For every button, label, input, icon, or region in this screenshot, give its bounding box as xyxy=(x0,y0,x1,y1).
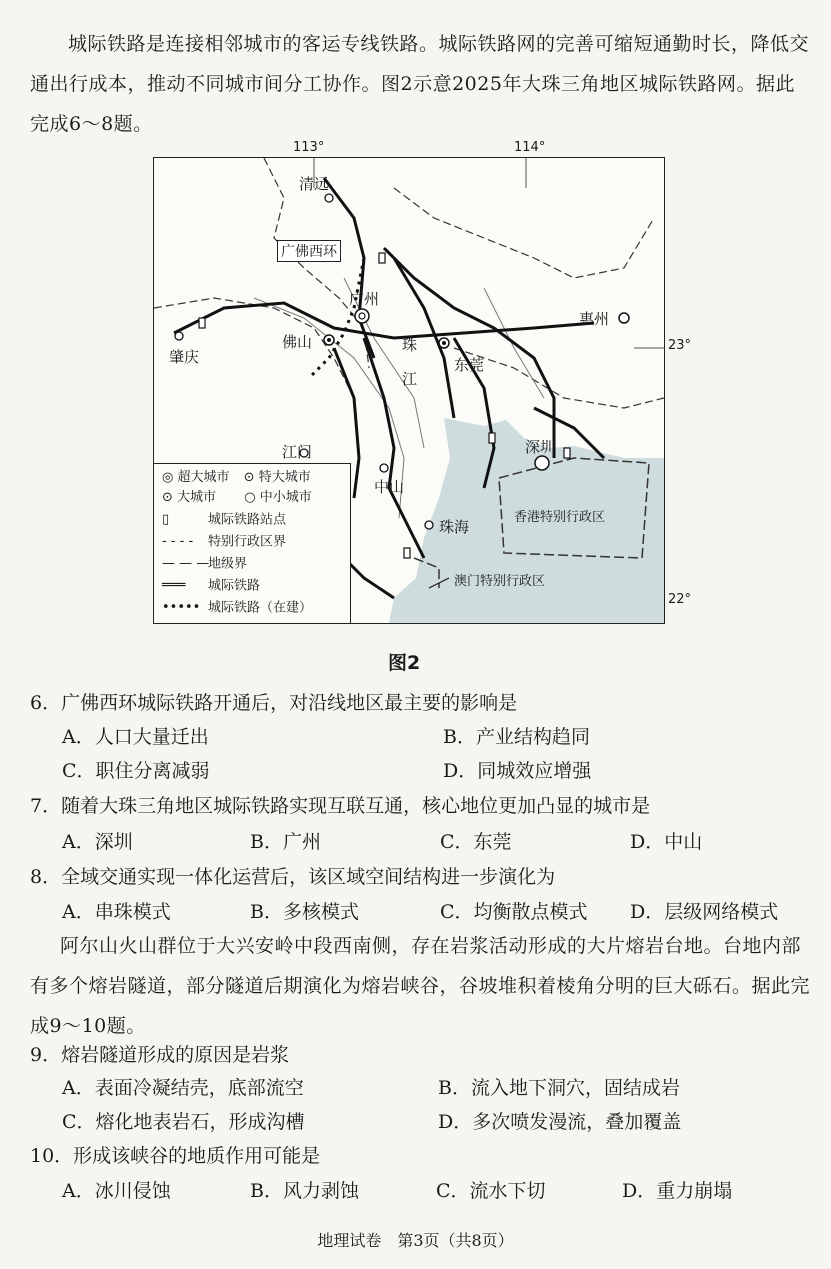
city-label-foshan: 佛山 xyxy=(282,333,313,351)
gfxh-label: 广佛西环 xyxy=(277,240,341,262)
question-7-stem: 7．随着大珠三角地区城际铁路实现互联互通，核心地位更加凸显的城市是 xyxy=(30,795,651,817)
q6-option-c: C．职住分离减弱 xyxy=(62,760,210,782)
q6-option-b: B．产业结构趋同 xyxy=(443,726,590,748)
city-symbol-zhaoqing xyxy=(175,332,183,340)
river-label-jiang: 江 xyxy=(402,370,418,388)
q7-option-d: D．中山 xyxy=(630,831,703,853)
city-label-zhaoqing: 肇庆 xyxy=(169,348,200,366)
railway-building-icon: ••••• xyxy=(162,600,201,615)
hk-label: 香港特别行政区 xyxy=(514,510,606,525)
q9-option-b: B．流入地下洞穴，固结成岩 xyxy=(438,1077,680,1099)
mega-city-icon: ◎ xyxy=(162,470,174,485)
legend-label: 城际铁路 xyxy=(208,578,261,594)
railway-icon: ═══ xyxy=(162,578,186,593)
lon-label-113: 113° xyxy=(293,140,325,155)
legend-label: 大城市 xyxy=(177,490,217,505)
city-symbol-shenzhen xyxy=(535,456,549,470)
q8-option-b: B．多核模式 xyxy=(250,901,359,923)
legend-label: 地级界 xyxy=(208,556,248,572)
q6-option-a: A．人口大量迁出 xyxy=(62,726,209,748)
map-legend xyxy=(154,463,351,624)
station-marker xyxy=(489,433,495,443)
station-marker xyxy=(564,448,570,458)
prefecture-border xyxy=(394,188,654,278)
city-symbol-zhuhai xyxy=(425,521,433,529)
q9-option-d: D．多次喷发漫流，叠加覆盖 xyxy=(438,1111,682,1133)
q8-option-d: D．层级网络模式 xyxy=(630,901,779,923)
legend-row xyxy=(162,488,312,508)
q7-option-c: C．东莞 xyxy=(440,831,512,853)
city-label-jiangmen: 江门 xyxy=(282,443,313,461)
lat-label-22: 22° xyxy=(668,592,692,607)
small-city-icon: ○ xyxy=(244,490,256,505)
city-label-dongguan: 东莞 xyxy=(454,356,485,374)
legend-label: 城际铁路站点 xyxy=(208,512,287,528)
q10-option-c: C．流水下切 xyxy=(436,1180,546,1202)
city-symbol-qingyuan xyxy=(325,194,333,202)
legend-row xyxy=(162,598,312,618)
q9-option-a: A．表面冷凝结壳，底部流空 xyxy=(62,1077,304,1099)
question-6-stem: 6．广佛西环城际铁路开通后，对沿线地区最主要的影响是 xyxy=(30,692,518,714)
intro-paragraph-2: 阿尔山火山群位于大兴安岭中段西南侧，存在岩浆活动形成的大片熔岩台地。台地内部有多个熔岩隧道，部分隧道后期演化为熔岩峡谷，谷坡堆积着棱角分明的巨大砾石。据此完成9～10题。 xyxy=(30,935,811,1037)
city-label-qingyuan: 清远 xyxy=(299,175,330,193)
legend-label: 特大城市 xyxy=(258,470,311,485)
city-label-zhongshan: 中山 xyxy=(374,478,405,496)
extra-large-city-icon: ⊙ xyxy=(243,470,255,485)
sar-border-icon: - - - - xyxy=(162,534,194,549)
city-symbol-huizhou xyxy=(619,313,629,323)
legend-row xyxy=(162,510,286,530)
city-label-shenzhen: 深圳 xyxy=(525,438,556,456)
legend-label: 特别行政区界 xyxy=(208,534,287,550)
macau-label: 澳门特别行政区 xyxy=(454,574,546,589)
q8-option-a: A．串珠模式 xyxy=(62,901,171,923)
q7-option-b: B．广州 xyxy=(250,831,321,853)
question-8-stem: 8．全域交通实现一体化运营后，该区域空间结构进一步演化为 xyxy=(30,866,556,888)
q10-option-a: A．冰川侵蚀 xyxy=(62,1180,171,1202)
q10-option-d: D．重力崩塌 xyxy=(622,1180,733,1202)
q9-option-c: C．熔化地表岩石，形成沟槽 xyxy=(62,1111,305,1133)
city-symbol-zhongshan xyxy=(380,464,388,472)
question-10-stem: 10．形成该峡谷的地质作用可能是 xyxy=(30,1145,321,1167)
legend-row xyxy=(162,576,260,596)
q10-option-b: B．风力剥蚀 xyxy=(250,1180,359,1202)
railway-line xyxy=(174,303,594,338)
legend-row xyxy=(162,532,286,552)
lat-label-23: 23° xyxy=(668,338,692,353)
q6-option-d: D．同城效应增强 xyxy=(443,760,592,782)
city-label-guangzhou: 广州 xyxy=(349,290,380,308)
legend-label: 中小城市 xyxy=(259,490,312,505)
city-label-zhuhai: 珠海 xyxy=(439,518,470,536)
city-symbol-guangzhou-inner xyxy=(359,313,365,319)
q7-option-a: A．深圳 xyxy=(62,831,133,853)
station-marker xyxy=(199,318,205,328)
q8-option-c: C．均衡散点模式 xyxy=(440,901,588,923)
intro-paragraph-1: 城际铁路是连接相邻城市的客运专线铁路。城际铁路网的完善可缩短通勤时长，降低交通出行成本，推动不同城市间分工协作。图2示意2025年大珠三角地区城际铁路网。据此完成6～8题。 xyxy=(30,33,810,135)
legend-label: 超大城市 xyxy=(177,470,230,485)
city-label-huizhou: 惠州 xyxy=(579,310,610,328)
city-symbol-dongguan-dot xyxy=(442,341,446,345)
station-marker xyxy=(379,253,385,263)
station-marker xyxy=(404,548,410,558)
station-icon: ▯ xyxy=(162,512,170,527)
legend-row xyxy=(162,468,311,488)
question-9-stem: 9．熔岩隧道形成的原因是岩浆 xyxy=(30,1044,290,1066)
legend-row xyxy=(162,554,247,574)
lon-label-114: 114° xyxy=(514,140,546,155)
river-label-zhu: 珠 xyxy=(402,336,418,354)
large-city-icon: ⊙ xyxy=(162,490,173,505)
railway-map xyxy=(153,157,665,624)
page-footer: 地理试卷 第3页（共8页） xyxy=(317,1231,514,1250)
figure-caption: 图2 xyxy=(388,652,421,674)
city-symbol-foshan-dot xyxy=(327,338,331,342)
prefecture-border-icon: — — — xyxy=(162,556,210,571)
legend-label: 城际铁路（在建） xyxy=(208,600,313,616)
